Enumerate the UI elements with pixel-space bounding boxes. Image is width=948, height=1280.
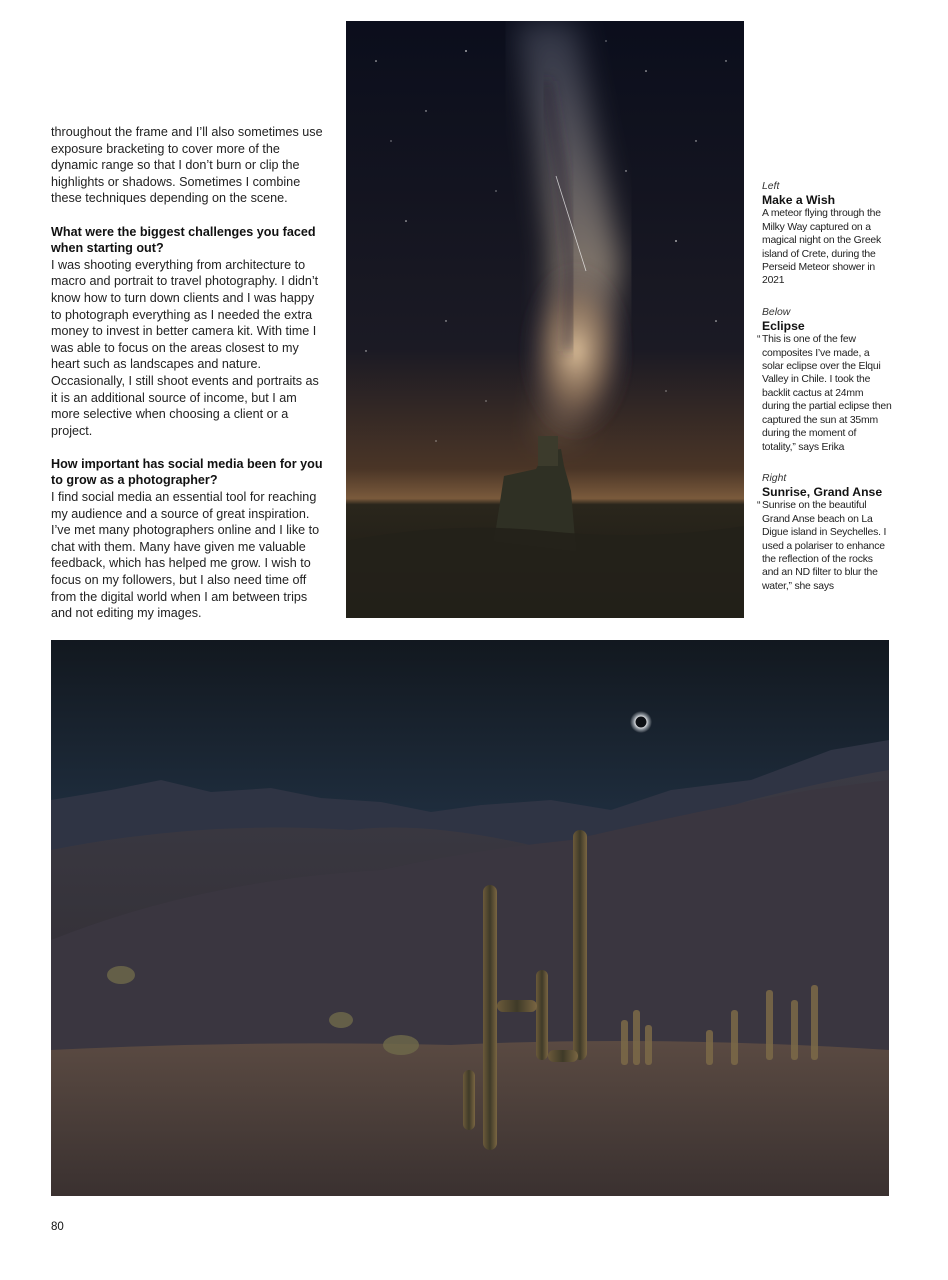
article-body (51, 124, 326, 638)
eclipse-cactus-photo (51, 640, 889, 1196)
caption-title: Make a Wish (762, 193, 836, 208)
caption-sunrise-grand-anse (757, 472, 892, 593)
photo-captions (757, 180, 892, 611)
article-paragraph (51, 224, 326, 440)
caption-eclipse (757, 306, 892, 454)
caption-body: This is one of the few composites I’ve made, a solar eclipse over the Elqui Valley in Chile. I took the backlit cactus at 24mm during the partial eclipse then captured the sun at 35mm during the moment of totality,” says Erika (762, 334, 892, 453)
caption-position: Below (762, 306, 791, 318)
caption-text: A meteor flying through the Milky Way captured on a magical night on the Greek island of Crete, during the Perseid Meteor shower in 2021 (762, 208, 881, 287)
interview-question: How important has social media been for you to grow as a photographer? (51, 456, 323, 488)
quote-mark: “ (757, 334, 761, 346)
caption-position: Right (762, 472, 787, 484)
article-paragraph (51, 456, 326, 622)
caption-make-a-wish (762, 180, 892, 288)
article-answer: I was shooting everything from architecture to macro and portrait to travel photography. I didn’t know how to turn down clients and I was happy to photograph everything as I needed the extra money to invest in better camera kit. With time I was able to focus on the areas closest to my heart such as landscapes and nature. Occasionally, I still shoot events and portraits as it is an additional source of income, but I am more selective when choosing a client or a project. (51, 257, 319, 438)
caption-title: Eclipse (762, 319, 805, 334)
article-answer: throughout the frame and I’ll also sometimes use exposure bracketing to cover more of the dynamic range so that I don’t burn or clip the highlights or shadows. Sometimes I combine these techniques depending on the scene. (51, 125, 323, 206)
caption-body: Sunrise on the beautiful Grand Anse beach on La Digue island in Seychelles. I used a polariser to enhance the reflection of the rocks and an ND filter to blur the water,” she says (762, 500, 887, 592)
caption-title: Sunrise, Grand Anse (762, 485, 883, 500)
caption-text (757, 499, 892, 593)
milky-way-photo (346, 21, 744, 618)
caption-position: Left (762, 181, 780, 192)
page-number: 80 (51, 1221, 64, 1233)
article-paragraph (51, 124, 326, 207)
article-answer: I find social media an essential tool for reaching my audience and a source of great inspiration. I’ve met many photographers online and I like to chat with them. Many have given me valuable feedback, which has helped me grow. I wish to focus on my followers, but I also need time off from the digital world when I am between trips and not editing my images. (51, 490, 320, 621)
interview-question: What were the biggest challenges you faced when starting out? (51, 224, 316, 256)
caption-text (757, 333, 892, 454)
quote-mark: “ (757, 500, 761, 512)
